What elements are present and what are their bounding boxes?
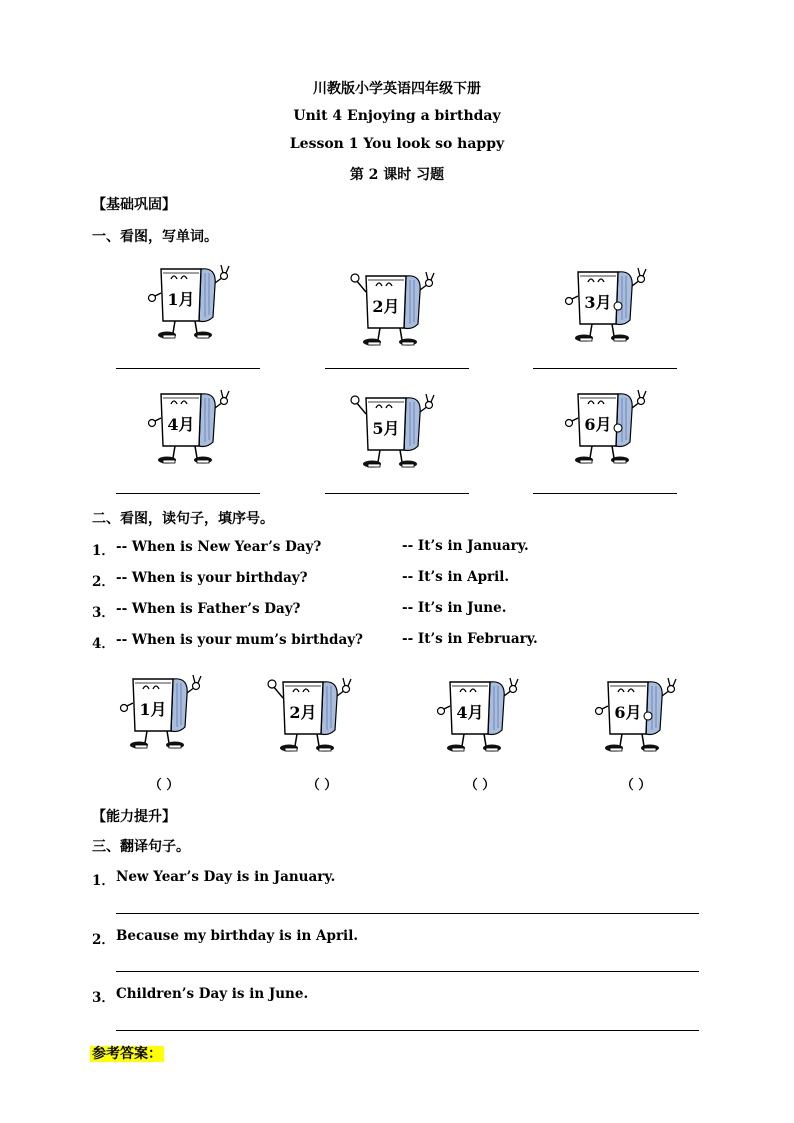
answer-key-label: 参考答案： [92,1046,162,1062]
calendar-icon [265,668,355,758]
question-number: 3． [92,605,115,621]
translation-line[interactable] [116,1030,699,1031]
calendar-picture [115,665,205,755]
sentence-number: 1． [92,873,115,889]
translation-line[interactable] [116,971,699,972]
question-text: -- When is your birthday? [116,570,308,586]
answer-bracket[interactable]: （ ） [464,778,496,793]
calendar-picture [265,668,355,758]
calendar-icon [590,668,680,758]
calendar-icon [560,380,650,470]
calendar-picture [143,380,233,470]
question-number: 2． [92,574,115,590]
calendar-icon [115,665,205,755]
question-number: 1． [92,543,115,559]
section-heading-three: 三、翻译句子。 [92,839,190,855]
question-text: -- When is Father’s Day? [116,601,301,617]
calendar-picture [348,384,438,474]
section-heading-two: 二、看图，读句子，填序号。 [92,511,274,527]
translation-line[interactable] [116,913,699,914]
calendar-picture [348,262,438,352]
answer-line[interactable] [116,368,260,369]
calendar-picture [143,255,233,345]
calendar-icon [560,258,650,348]
svg-text:3月: 3月 [584,293,612,312]
sentence-text: New Year’s Day is in January. [116,869,336,885]
calendar-icon [432,668,522,758]
answer-text: -- It’s in June. [402,600,507,616]
calendar-icon [348,384,438,474]
calendar-picture [560,380,650,470]
answer-key-label-wrap [90,1043,164,1063]
section-tag-advance: 【能力提升】 [92,809,176,825]
calendar-icon [143,380,233,470]
section-heading-one: 一、看图，写单词。 [92,229,218,245]
unit-title: Unit 4 Enjoying a birthday [293,108,501,124]
svg-text:6月: 6月 [584,415,612,434]
sentence-text: Children’s Day is in June. [116,986,309,1002]
answer-bracket[interactable]: （ ） [620,778,652,793]
svg-text:2月: 2月 [372,297,400,316]
section-tag-basic: 【基础巩固】 [92,197,176,213]
answer-text: -- It’s in April. [402,569,510,585]
svg-text:4月: 4月 [167,415,195,434]
svg-text:5月: 5月 [372,419,400,438]
question-text: -- When is your mum’s birthday? [116,632,363,648]
answer-bracket[interactable]: （ ） [306,778,338,793]
answer-text: -- It’s in February. [402,631,538,647]
answer-line[interactable] [325,368,469,369]
calendar-icon [348,262,438,352]
answer-bracket[interactable]: （ ） [148,778,180,793]
sentence-text: Because my birthday is in April. [116,928,359,944]
question-text: -- When is New Year’s Day? [116,539,322,555]
svg-text:4月: 4月 [456,703,484,722]
svg-text:1月: 1月 [139,700,167,719]
svg-text:6月: 6月 [614,703,642,722]
svg-text:2月: 2月 [289,703,317,722]
calendar-picture [590,668,680,758]
answer-line[interactable] [533,368,677,369]
answer-text: -- It’s in January. [402,538,529,554]
sentence-number: 3． [92,990,115,1006]
question-number: 4． [92,636,115,652]
calendar-icon [143,255,233,345]
answer-line[interactable] [325,493,469,494]
answer-line[interactable] [533,493,677,494]
calendar-picture [432,668,522,758]
sentence-number: 2． [92,932,115,948]
calendar-picture [560,258,650,348]
book-title: 川教版小学英语四年级下册 [313,81,481,97]
lesson-title: Lesson 1 You look so happy [289,136,505,152]
answer-line[interactable] [116,493,260,494]
period-title: 第 2 课时 习题 [349,167,445,183]
svg-text:1月: 1月 [167,290,195,309]
